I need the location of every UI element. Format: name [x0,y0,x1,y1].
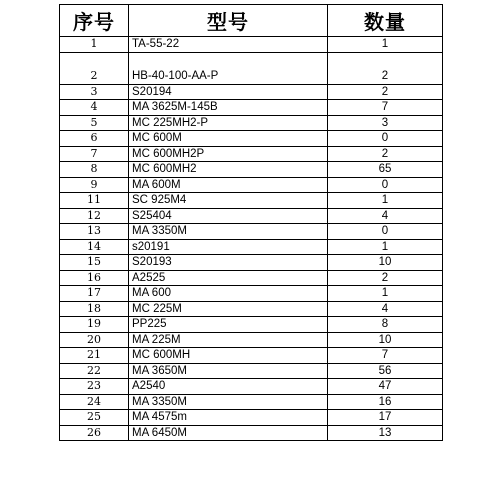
header-quantity: 数量 [328,5,443,37]
row-model: MC 600MH [129,348,328,364]
row-model: MC 600MH2 [129,162,328,178]
row-index: 3 [60,84,129,100]
row-model: MA 3650M [129,363,328,379]
row-index: 7 [60,146,129,162]
row-quantity: 2 [328,84,443,100]
row-index: 17 [60,286,129,302]
row-model: s20191 [129,239,328,255]
row-quantity: 16 [328,394,443,410]
row-quantity: 1 [328,193,443,209]
row-model: S20193 [129,255,328,271]
row-index: 2 [60,52,129,84]
row-index: 24 [60,394,129,410]
row-model: MA 600M [129,177,328,193]
row-quantity: 1 [328,286,443,302]
row-index: 15 [60,255,129,271]
row-quantity: 7 [328,100,443,116]
row-quantity: 0 [328,177,443,193]
row-quantity: 56 [328,363,443,379]
row-quantity: 1 [328,239,443,255]
inventory-table [59,4,443,441]
row-quantity: 2 [328,146,443,162]
row-model: A2525 [129,270,328,286]
row-index: 26 [60,425,129,441]
row-quantity: 17 [328,410,443,426]
row-model: S25404 [129,208,328,224]
row-quantity: 2 [328,270,443,286]
table-row [60,301,443,317]
row-model: MC 225MH2-P [129,115,328,131]
table-row [60,410,443,426]
row-index: 14 [60,239,129,255]
table-row [60,394,443,410]
row-quantity: 4 [328,301,443,317]
row-quantity: 47 [328,379,443,395]
row-index: 23 [60,379,129,395]
row-quantity: 3 [328,115,443,131]
row-index: 6 [60,131,129,147]
row-quantity: 1 [328,37,443,53]
row-index: 21 [60,348,129,364]
table-row [60,52,443,84]
table-row [60,37,443,53]
row-index: 16 [60,270,129,286]
table-row [60,131,443,147]
table-row [60,208,443,224]
table-row [60,177,443,193]
row-index: 18 [60,301,129,317]
table-row [60,332,443,348]
row-quantity: 13 [328,425,443,441]
row-model: MA 3350M [129,394,328,410]
row-model: MA 4575m [129,410,328,426]
row-quantity: 10 [328,255,443,271]
row-model: MA 3625M-145B [129,100,328,116]
row-index: 4 [60,100,129,116]
table-row [60,162,443,178]
header-model: 型号 [129,5,328,37]
table-row [60,193,443,209]
table-row [60,379,443,395]
row-index: 11 [60,193,129,209]
row-index: 5 [60,115,129,131]
table-header-row [60,5,443,37]
row-quantity: 8 [328,317,443,333]
row-model: MA 225M [129,332,328,348]
row-index: 8 [60,162,129,178]
row-index: 19 [60,317,129,333]
table-row [60,363,443,379]
row-quantity: 0 [328,224,443,240]
row-quantity: 2 [328,52,443,84]
table-row [60,425,443,441]
row-index: 12 [60,208,129,224]
row-index: 13 [60,224,129,240]
table-row [60,317,443,333]
table-row [60,224,443,240]
row-index: 20 [60,332,129,348]
table-row [60,286,443,302]
table-row [60,84,443,100]
table-row [60,270,443,286]
header-index: 序号 [60,5,129,37]
row-index: 25 [60,410,129,426]
table-row [60,146,443,162]
row-index: 22 [60,363,129,379]
row-index: 1 [60,37,129,53]
row-model: MA 600 [129,286,328,302]
row-model: HB-40-100-AA-P [129,52,328,84]
table-row [60,115,443,131]
table-row [60,239,443,255]
table-row [60,255,443,271]
row-quantity: 4 [328,208,443,224]
row-model: MC 225M [129,301,328,317]
row-quantity: 7 [328,348,443,364]
row-model: MA 6450M [129,425,328,441]
row-quantity: 10 [328,332,443,348]
row-model: TA-55-22 [129,37,328,53]
row-model: MC 600M [129,131,328,147]
row-model: S20194 [129,84,328,100]
row-model: PP225 [129,317,328,333]
table-row [60,100,443,116]
row-model: MC 600MH2P [129,146,328,162]
row-model: SC 925M4 [129,193,328,209]
table-row [60,348,443,364]
row-model: MA 3350M [129,224,328,240]
row-model: A2540 [129,379,328,395]
row-quantity: 0 [328,131,443,147]
row-index: 9 [60,177,129,193]
row-quantity: 65 [328,162,443,178]
